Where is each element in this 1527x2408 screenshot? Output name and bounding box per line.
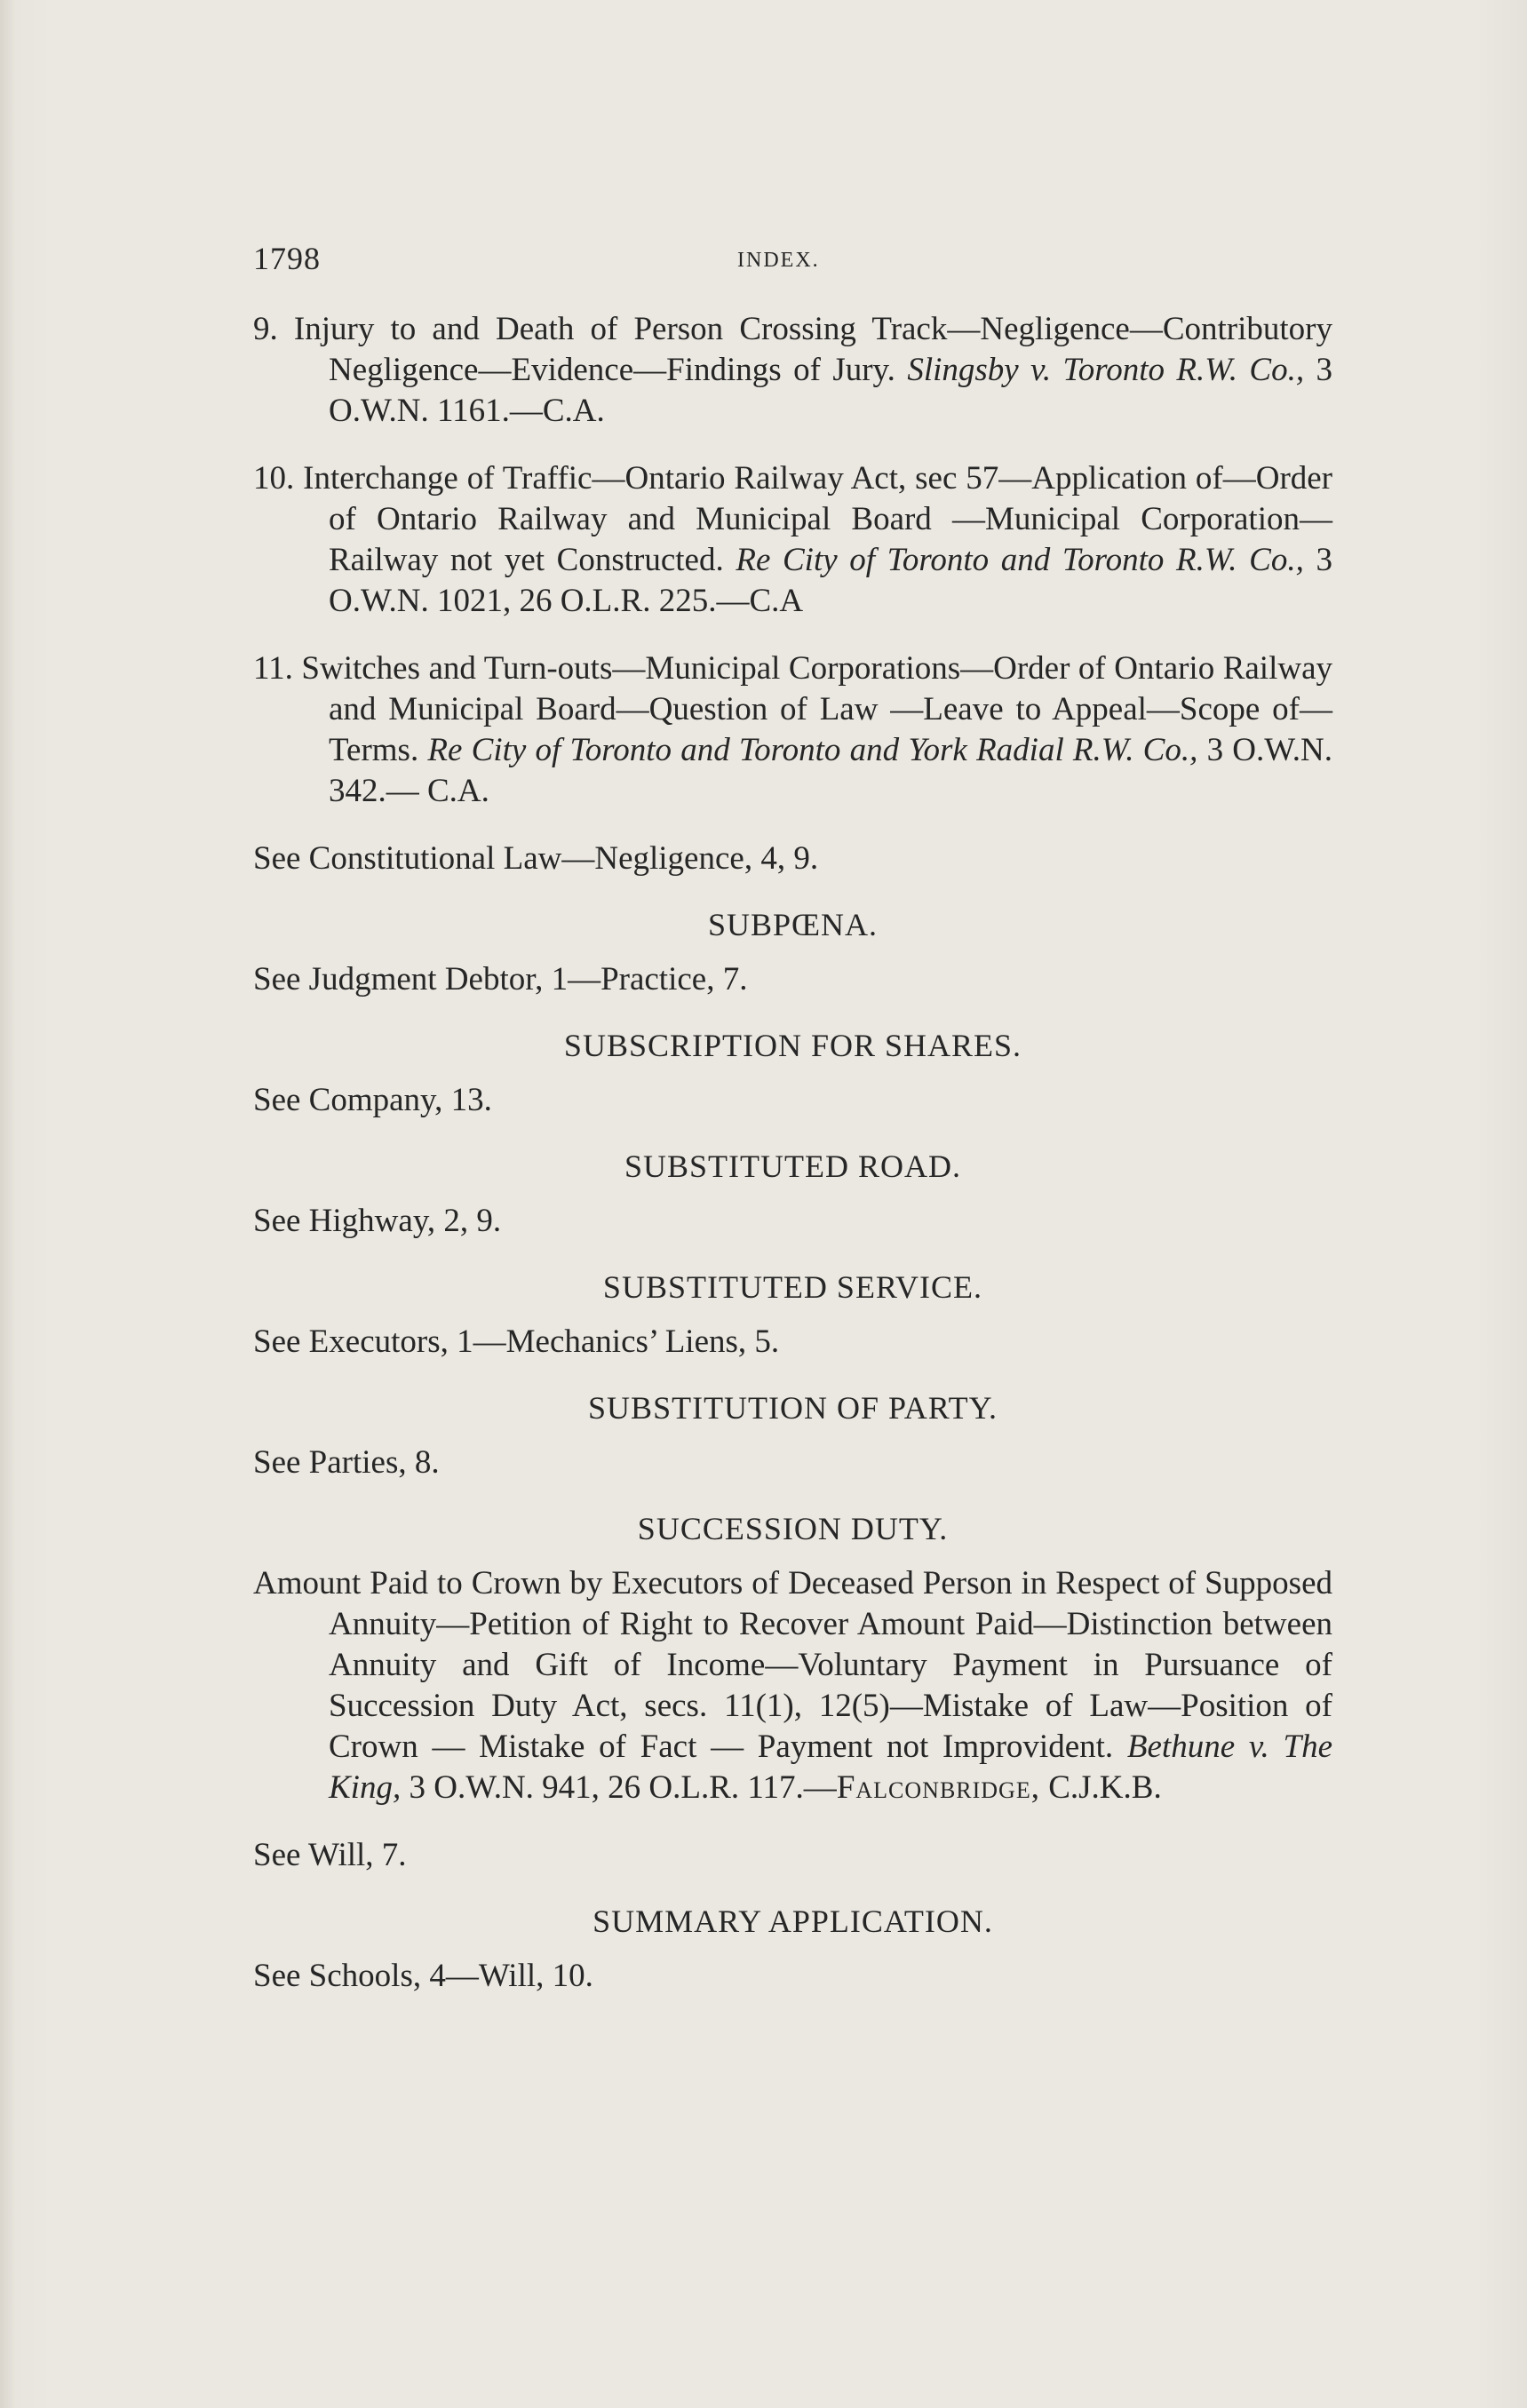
cross-reference: See Will, 7. <box>253 1837 407 1873</box>
section-heading-substitution-of-party: SUBSTITUTION OF PARTY. <box>588 1390 998 1426</box>
case-citation: 3 O.W.N. 941, 26 O.L.R. 117.— <box>409 1769 837 1806</box>
cross-reference: See Executors, 1—Mechanics’ Liens, 5. <box>253 1323 780 1360</box>
case-name: Re City of Toronto and Toronto and York Radial R.W. Co., <box>427 732 1198 768</box>
page-number: 1798 <box>253 241 321 276</box>
running-head <box>253 240 1332 284</box>
entry-number: 11. <box>253 650 293 687</box>
section-heading-subpoena: SUBPŒNA. <box>707 907 879 942</box>
case-name: Re City of Toronto and Toronto R.W. Co., <box>736 542 1304 578</box>
cross-reference: See Constitutional Law—Negligence, 4, 9. <box>253 840 819 877</box>
judge-title: C.J.K.B. <box>1048 1769 1162 1806</box>
entry-text: Injury to and Death of Person Crossing Track—Negligence—Contributory Negligence—Evidence—Findings of Jury. <box>293 311 1332 388</box>
entry-number: 9. <box>253 311 278 347</box>
index-entry-10 <box>253 458 1332 622</box>
cross-reference: See Parties, 8. <box>253 1444 440 1481</box>
entry-number: 10. <box>253 460 295 497</box>
case-citation: 3 O.W.N. 1021, 26 O.L.R. 225.—C.A <box>329 542 1332 619</box>
index-entry-11 <box>253 648 1332 812</box>
cross-reference: See Company, 13. <box>253 1082 492 1118</box>
section-heading-succession-duty: SUCCESSION DUTY. <box>637 1511 949 1546</box>
running-title: INDEX. <box>737 249 820 272</box>
section-heading-subscription-for-shares: SUBSCRIPTION FOR SHARES. <box>563 1028 1022 1063</box>
entry-text: Switches and Turn-outs—Municipal Corporations—Order of Ontario Railway and Municipal Board—Question of Law —Leave to Appeal—Scope of—Terms. <box>301 650 1333 768</box>
section-heading-summary-application: SUMMARY APPLICATION. <box>593 1903 993 1939</box>
cross-reference: See Judgment Debtor, 1—Practice, 7. <box>253 961 748 997</box>
section-heading-substituted-service: SUBSTITUTED SERVICE. <box>602 1269 983 1305</box>
case-citation: 3 O.W.N. 342.— C.A. <box>329 732 1333 809</box>
case-citation: 3 O.W.N. 1161.—C.A. <box>329 352 1333 429</box>
index-entry-succession-duty <box>253 1563 1332 1808</box>
page-content <box>253 240 1332 2022</box>
entry-text: Interchange of Traffic—Ontario Railway Act, sec 57—Application of—Order of Ontario Railway and Municipal Board —Municipal Corporation—Railway not yet Constructed. <box>303 460 1333 578</box>
section-heading-substituted-road: SUBSTITUTED ROAD. <box>624 1148 961 1184</box>
case-name: Slingsby v. Toronto R.W. Co., <box>907 352 1305 388</box>
cross-reference: See Highway, 2, 9. <box>253 1203 502 1239</box>
index-entry-9 <box>253 309 1332 432</box>
judge-name: Falconbridge, <box>836 1769 1040 1806</box>
entry-text: Amount Paid to Crown by Executors of Deceased Person in Respect of Supposed Annuity—Petition of Right to Recover Amount Paid—Distinction between Annuity and Gift of Income—Voluntary Payment in Pursuance of Succession Duty Act, secs. 11(1), 12(5)—Mistake of Law—Position of Crown — Mistake of Fact — Payment not Improvident. <box>253 1565 1332 1765</box>
cross-reference: See Schools, 4—Will, 10. <box>253 1958 593 1994</box>
case-name: Bethune v. The King, <box>329 1729 1333 1806</box>
